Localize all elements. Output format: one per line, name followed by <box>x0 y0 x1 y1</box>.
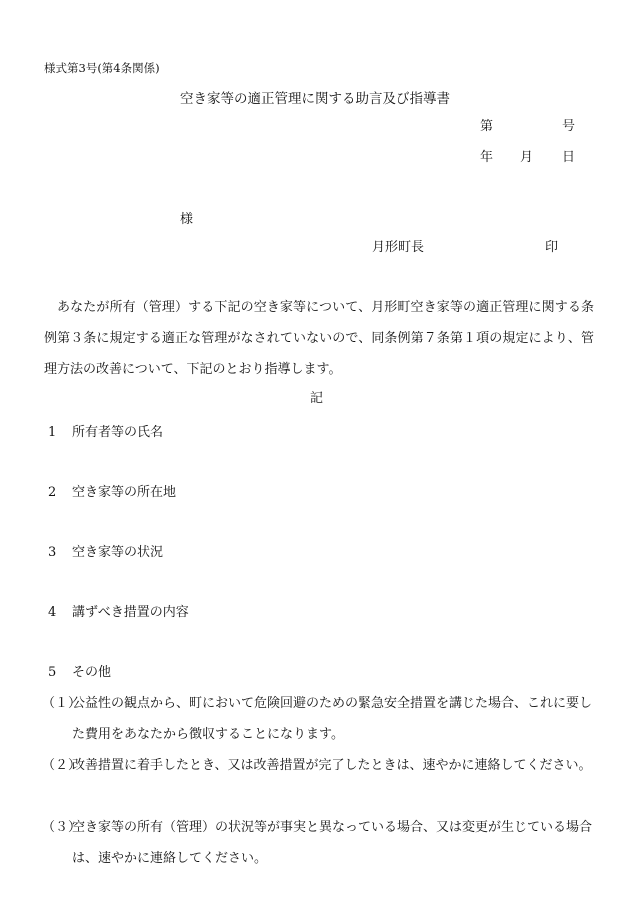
item-text: 公益性の観点から、町において危険回避のための緊急安全措置を講じた場合、これに要した費用をあなたから徴収することになります。 <box>72 696 593 742</box>
section-number: 2 <box>48 485 57 500</box>
item-text: 改善措置に着手したとき、又は改善措置が完了したときは、速やかに連絡してください。 <box>72 758 592 773</box>
item-text: 空き家等の所有（管理）の状況等が事実と異なっている場合、又は変更が生じている場合は、速やかに連絡してください。 <box>72 820 593 866</box>
section-label: 空き家等の所在地 <box>72 485 177 500</box>
date-year: 年 <box>480 150 494 165</box>
section-label: 空き家等の状況 <box>72 545 164 560</box>
section-label: その他 <box>72 665 112 680</box>
date-day: 日 <box>562 150 576 165</box>
other-item-1 <box>42 688 594 750</box>
doc-number-suffix: 号 <box>562 119 576 134</box>
seal-mark: 印 <box>545 240 559 255</box>
section-number: 1 <box>48 425 57 440</box>
item-number: （３） <box>42 820 82 835</box>
sender-name: 月形町長 <box>372 240 425 255</box>
section-number: 4 <box>48 605 57 620</box>
other-item-3 <box>42 812 594 874</box>
section-number: 3 <box>48 545 57 560</box>
form-label: 様式第3号(第4条関係) <box>44 61 160 75</box>
doc-number-prefix: 第 <box>480 119 494 134</box>
ki-heading: 記 <box>310 391 324 406</box>
date-month: 月 <box>520 150 534 165</box>
item-number: （１） <box>42 696 82 711</box>
section-label: 講ずべき措置の内容 <box>72 605 189 620</box>
addressee-honorific: 様 <box>180 212 194 227</box>
other-item-2 <box>42 750 594 781</box>
document-title: 空き家等の適正管理に関する助言及び指導書 <box>180 91 450 107</box>
body-paragraph: あなたが所有（管理）する下記の空き家等について、月形町空き家等の適正管理に関する条例第３条に規定する適正な管理がなされていないので、同条例第７条第１項の規定により、管理方法の改善について、下記のとおり指導します。 <box>44 300 594 377</box>
section-label: 所有者等の氏名 <box>72 425 164 440</box>
item-number: （２） <box>42 758 82 773</box>
section-number: 5 <box>48 665 57 680</box>
